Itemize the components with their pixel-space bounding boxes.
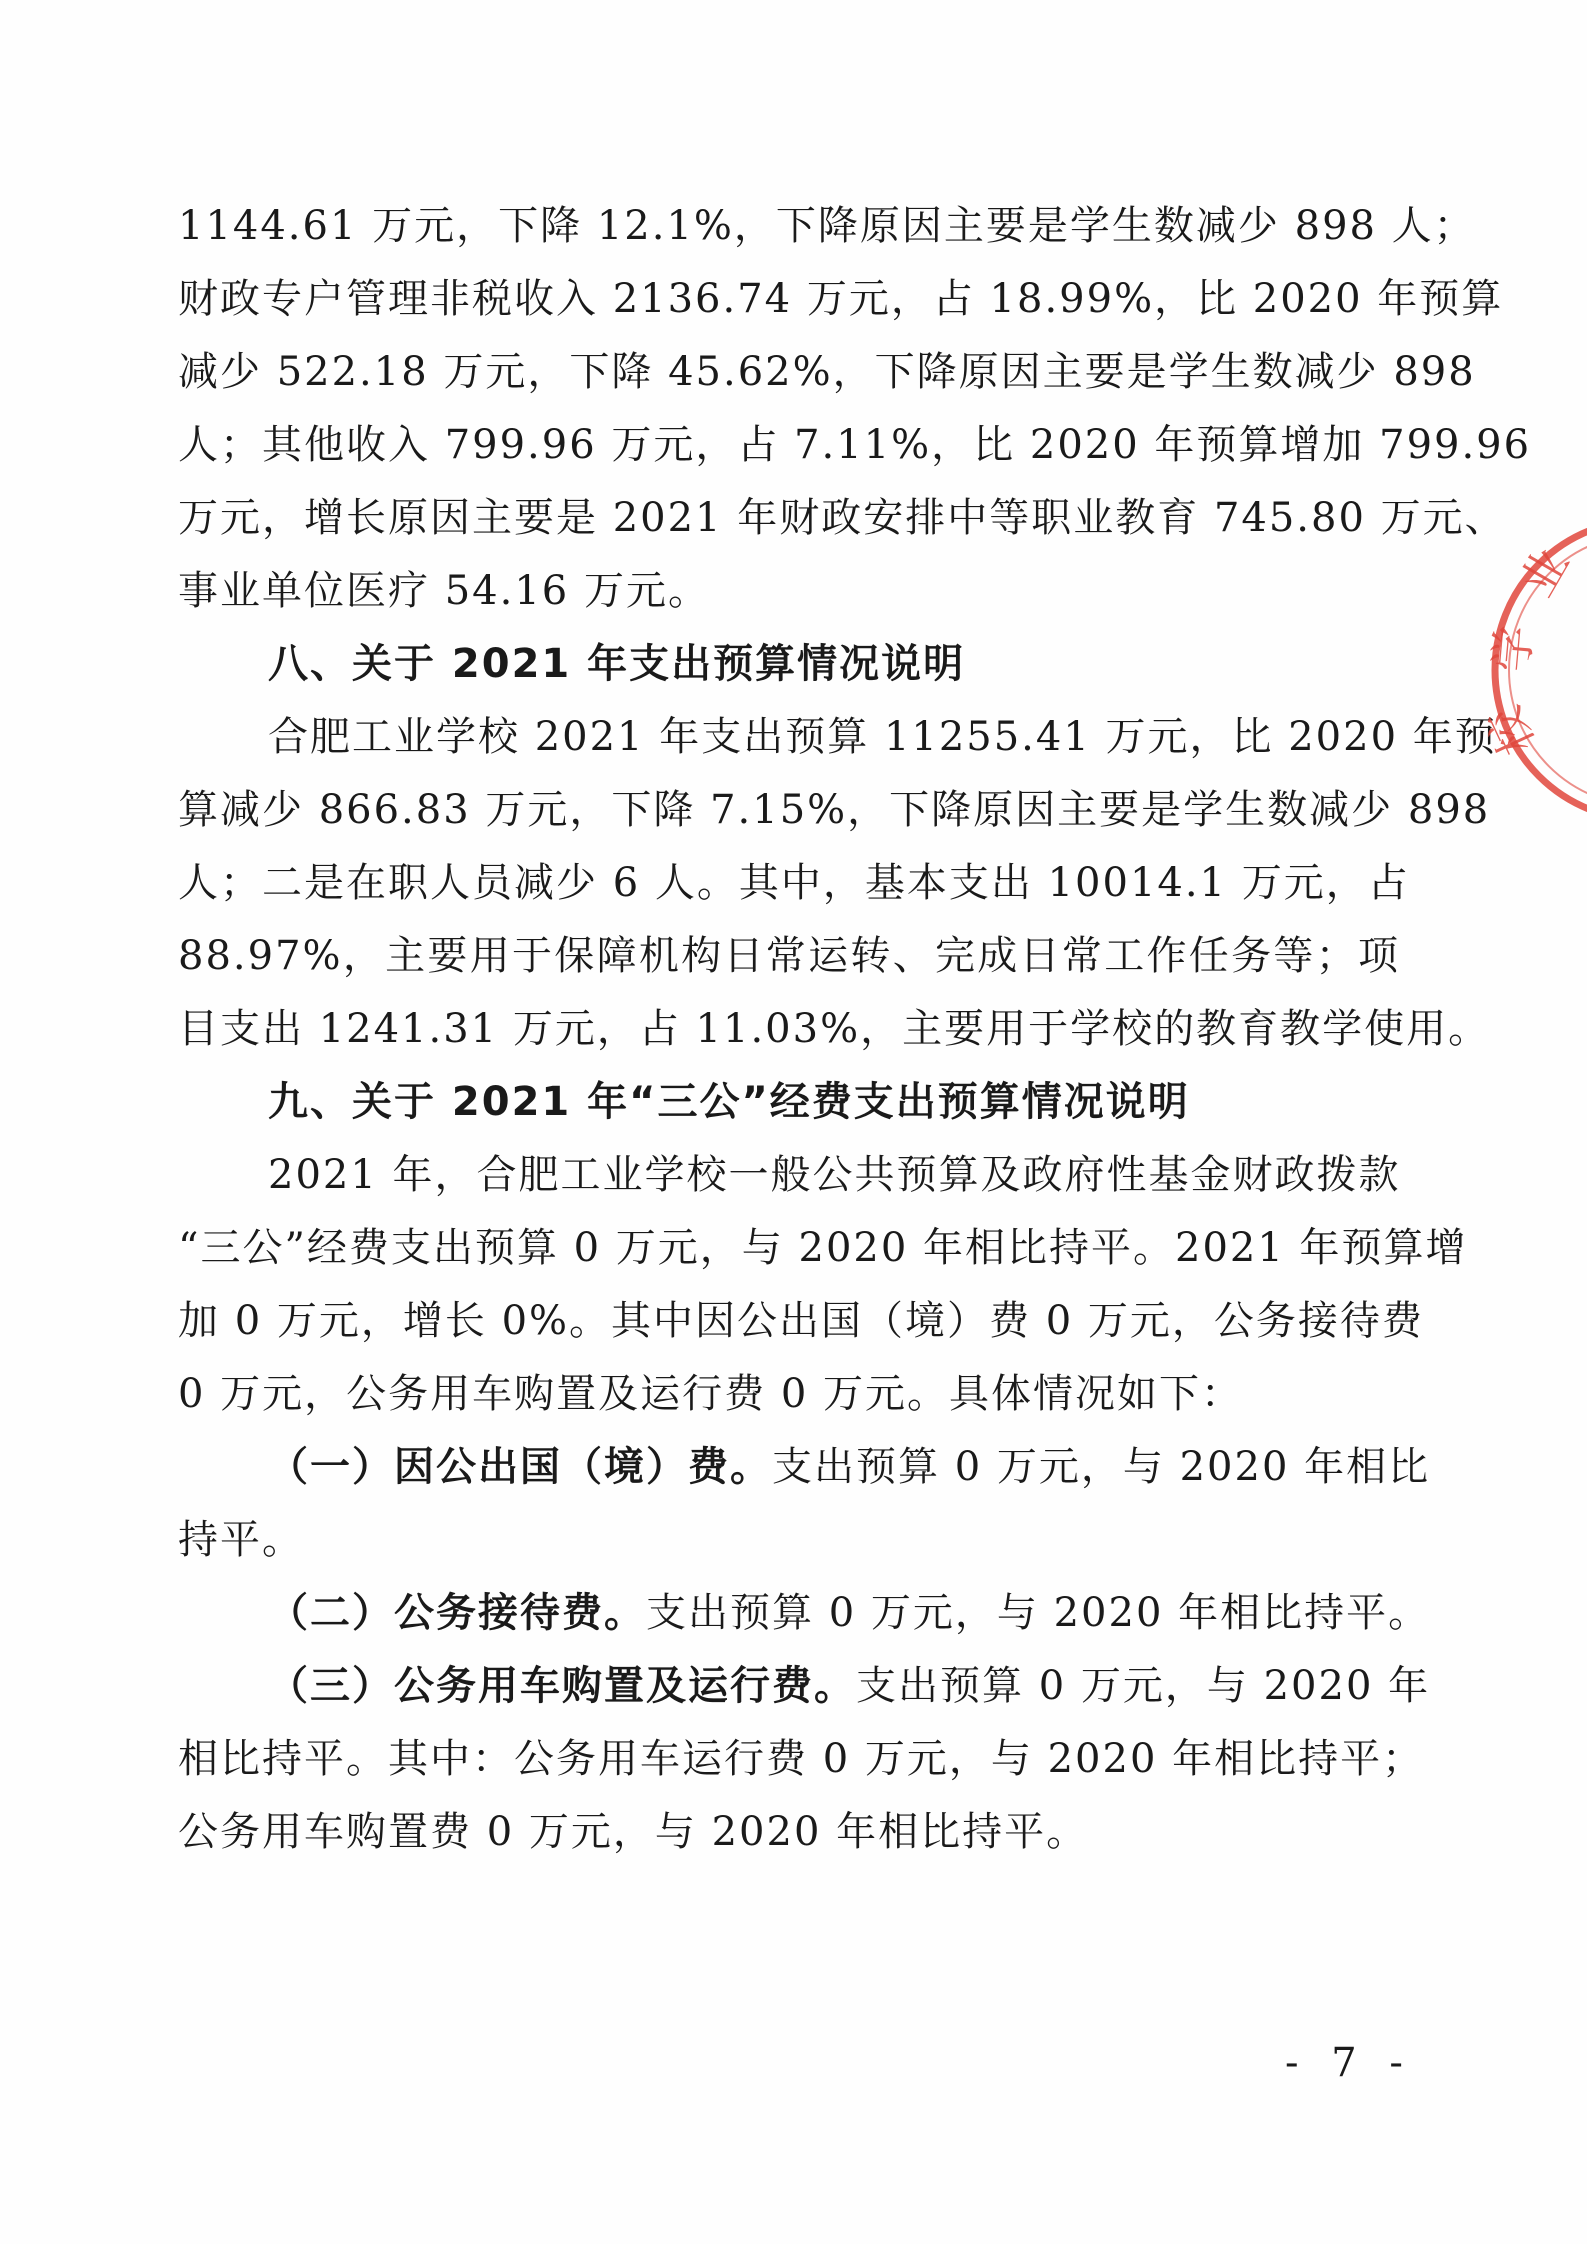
paragraph-line: 1144.61 万元，下降 12.1%，下降原因主要是学生数减少 898 人； [178,203,1476,249]
item-3-line [178,1650,1431,1723]
paragraph-line: 人；二是在职人员减少 6 人。其中，基本支出 10014.1 万元，占 [178,860,1410,906]
item-1-label: （一）因公出国（境）费。 [268,1444,772,1490]
paragraph-line: 算减少 866.83 万元，下降 7.15%，下降原因主要是学生数减少 898 [178,787,1491,833]
item-2-label: （二）公务接待费。 [268,1590,646,1636]
paragraph-line: 公务用车购置费 0 万元，与 2020 年相比持平。 [178,1809,1089,1855]
paragraph-line: 88.97%，主要用于保障机构日常运转、完成日常工作任务等；项 [178,933,1400,979]
document-body [178,190,1532,1869]
item-2-text: 支出预算 0 万元，与 2020 年相比持平。 [646,1590,1431,1636]
paragraph-line: 万元，增长原因主要是 2021 年财政安排中等职业教育 745.80 万元、 [178,495,1507,541]
svg-text:业: 业 [1509,538,1580,606]
paragraph-line: 2021 年，合肥工业学校一般公共预算及政府性基金财政拨款 [268,1152,1401,1198]
paragraph-line: 0 万元，公务用车购置及运行费 0 万元。具体情况如下： [178,1371,1244,1417]
item-1-text: 支出预算 0 万元，与 2020 年相比 [772,1444,1431,1490]
item-3-text: 支出预算 0 万元，与 2020 年 [856,1663,1431,1709]
paragraph-line: 人；其他收入 799.96 万元，占 7.11%，比 2020 年预算增加 799.96 [178,422,1532,468]
item-1-line [178,1431,1431,1504]
svg-text:学: 学 [1484,623,1542,674]
paragraph-line: “三公”经费支出预算 0 万元，与 2020 年相比持平。2021 年预算增 [178,1225,1468,1271]
section-heading-8: 八、关于 2021 年支出预算情况说明 [268,641,966,687]
paragraph-line: 减少 522.18 万元，下降 45.62%，下降原因主要是学生数减少 898 [178,349,1476,395]
paragraph-line: 目支出 1241.31 万元，占 11.03%，主要用于学校的教育教学使用。 [178,1006,1491,1052]
official-seal-stamp [1475,505,1587,835]
section-heading-9: 九、关于 2021 年“三公”经费支出预算情况说明 [268,1079,1190,1125]
paragraph-line: 相比持平。其中：公务用车运行费 0 万元，与 2020 年相比持平； [178,1736,1425,1782]
paragraph-line: 事业单位医疗 54.16 万元。 [178,568,710,614]
item-2-line [178,1577,1431,1650]
paragraph-line: 持平。 [178,1517,304,1563]
paragraph-line: 财政专户管理非税收入 2136.74 万元，占 18.99%，比 2020 年预算 [178,276,1504,322]
svg-text:校: 校 [1476,698,1545,764]
item-3-label: （三）公务用车购置及运行费。 [268,1663,856,1709]
paragraph-line: 合肥工业学校 2021 年支出预算 11255.41 万元，比 2020 年预 [268,714,1497,760]
page-number: - 7 - [1285,2040,1413,2086]
paragraph-line: 加 0 万元，增长 0%。其中因公出国（境）费 0 万元，公务接待费 [178,1298,1424,1344]
